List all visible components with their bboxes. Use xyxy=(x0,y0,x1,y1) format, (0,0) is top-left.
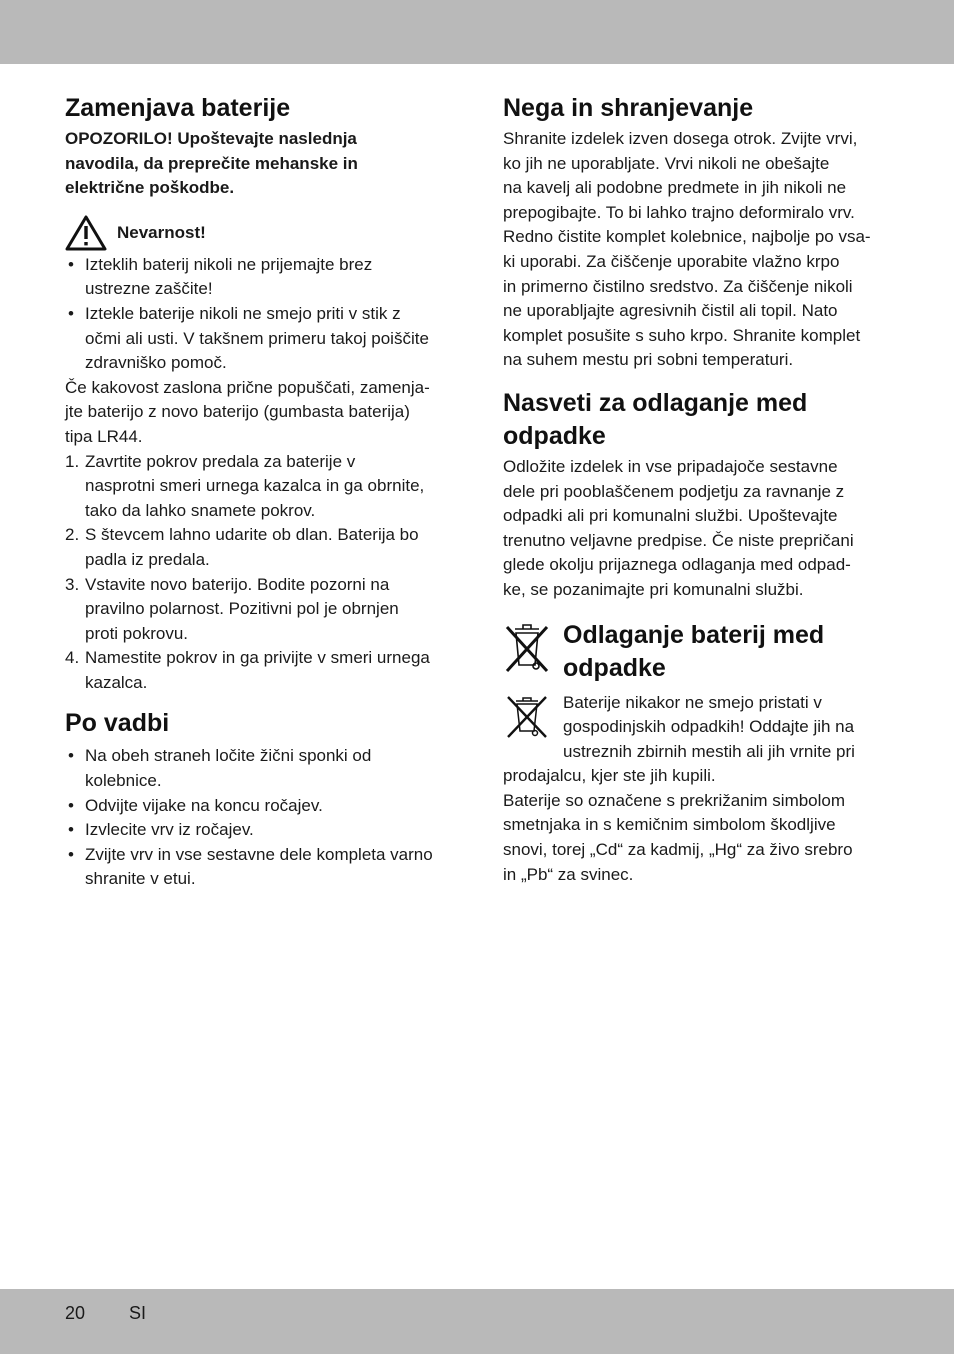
disposal-title: Nasveti za odlaganje med odpadke xyxy=(503,388,808,450)
list-item: • Na obeh straneh ločite žični sponki od kolebnice. xyxy=(68,746,372,791)
battery-steps xyxy=(65,450,455,696)
warning-text: OPOZORILO! Upoštevajte naslednja navodila, da preprečite mehanske in električne poškodbe. xyxy=(65,129,358,198)
danger-row xyxy=(65,213,455,253)
crossed-bin-small-icon xyxy=(503,693,551,741)
step-item: 1. Zavrtite pokrov predala za baterije v nasprotni smeri urnega kazalca in ga obrnite, tako da lahko snamete pokrov. xyxy=(65,451,425,520)
battery-disposal-heading xyxy=(503,619,893,685)
battery-disposal-title: Odlaganje baterij med odpadke xyxy=(563,620,825,682)
list-item: • Zvijte vrv in vse sestavne dele kompleta varno shranite v etui. xyxy=(68,844,433,889)
step-item: 4. Namestite pokrov in ga privijte v smeri urnega kazalca. xyxy=(65,648,430,692)
warning-triangle-icon xyxy=(65,215,107,251)
language-code: SI xyxy=(129,1303,147,1323)
care-text: Shranite izdelek izven dosega otrok. Zvijte vrvi, ko jih ne uporabljate. Vrvi nikoli ne obešajte na kavelj ali podobne predmete in jih nikoli ne prepogibajte. To bi lahko trajno deformiralo vrv. Redno čistite komplet kolebnice, najbolje po vsa- ki uporabi. Za čiščenje uporabite vlažno krpo in primerno čistilno sredstvo. Za čiščenje nikoli ne uporabljajte agresivnih čistil ali topil. Nato komplet posušite s suho krpo. Shranite komplet na suhem mestu pri sobni temperaturi. xyxy=(503,129,871,370)
list-item: • Odvijte vijake na koncu ročajev. xyxy=(68,795,323,815)
after-list xyxy=(65,744,455,892)
list-item: • Iztekle baterije nikoli ne smejo priti v stik z očmi ali usti. V takšnem primeru takoj poiščite zdravniško pomoč. xyxy=(68,303,429,373)
step-item: 2. S števcem lahno udarite ob dlan. Baterija bo padla iz predala. xyxy=(65,525,419,569)
right-column xyxy=(503,92,893,887)
list-item: • Izvlecite vrv iz ročajev. xyxy=(68,820,254,840)
battery-disposal-text-2: Baterije so označene s prekrižanim simbolom smetnjaka in s kemičnim simbolom škodljive snovi, torej „Cd“ za kadmij, „Hg“ za živo srebro in „Pb“ za svinec. xyxy=(503,790,853,884)
danger-list xyxy=(65,253,455,376)
page-number: 20 xyxy=(65,1303,86,1323)
after-title: Po vadbi xyxy=(65,709,170,738)
crossed-bin-icon xyxy=(503,619,551,677)
battery-title: Zamenjava baterije xyxy=(65,94,291,122)
list-item: • Izteklih baterij nikoli ne prijemajte brez ustrezne zaščite! xyxy=(68,254,373,299)
care-title: Nega in shranjevanje xyxy=(503,94,754,122)
header-bar xyxy=(0,0,954,64)
battery-disposal-text-1: Baterije nikakor ne smejo pristati v gospodinjskih odpadkih! Oddajte jih na ustreznih zbirnih mestih ali jih vrnite pri prodajalcu, kjer ste jih kupili. xyxy=(503,692,855,786)
left-column xyxy=(65,92,455,892)
step-item: 3. Vstavite novo baterijo. Bodite pozorni na pravilno polarnost. Pozitivni pol je obrnjen proti pokrovu. xyxy=(65,574,399,643)
disposal-text: Odložite izdelek in vse pripadajoče sestavne dele pri pooblaščenem podjetju za ravnanje z odpadki ali pri komunalni službi. Upoštevajte trenutno veljavne predpise. Če niste prepričani glede okolju prijaznega odlaganja med odpad- ke, se pozanimajte pri komunalni službi. xyxy=(503,456,854,599)
battery-disposal-body xyxy=(503,691,893,888)
danger-label: Nevarnost! xyxy=(117,222,206,242)
battery-intro: Če kakovost zaslona prične popuščati, zamenja- jte baterijo z novo baterijo (gumbasta baterija) tipa LR44. xyxy=(65,377,430,446)
